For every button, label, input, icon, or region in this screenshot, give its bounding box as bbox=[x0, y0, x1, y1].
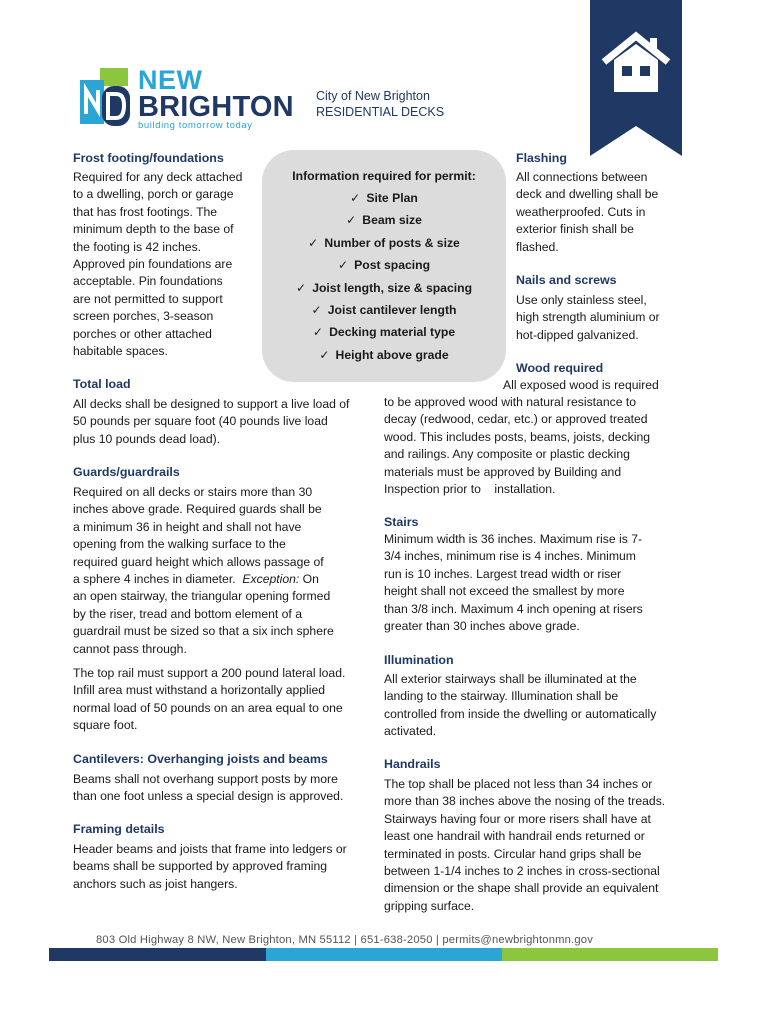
exception-label: Exception: bbox=[242, 572, 300, 587]
total-load-heading: Total load bbox=[73, 377, 131, 391]
permit-item-cantilever: ✓ Joist cantilever length bbox=[311, 303, 457, 317]
permit-item-height: ✓ Height above grade bbox=[319, 348, 449, 362]
permit-item-beam-size: ✓ Beam size bbox=[346, 213, 422, 227]
total-load-body: All decks shall be designed to support a live load of 50 pounds per square foot (40 pounds live load plus 10 pounds dead load). bbox=[73, 397, 350, 446]
guards-body: Required on all decks or stairs more than 30 inches above grade. Required guards shall be a minimum 36 in height and shall not have opening from the walking surface to the required guard height which allows passage of a sphere 4 inches in diameter. Exception: On an open stairway, the triangular opening formed by the riser, tread and bottom element of a guardrail must be sized so that a six inch sphere cannot pass through. bbox=[73, 485, 334, 656]
page-title: RESIDENTIAL DECKS bbox=[316, 105, 445, 119]
framing-body: Header beams and joists that frame into ledgers or beams shall be supported by approved framing anchors such as joist hangers. bbox=[73, 842, 347, 891]
footer-contact: 803 Old Highway 8 NW, New Brighton, MN 55112 | 651-638-2050 | permits@newbrightonmn.gov bbox=[96, 934, 594, 946]
frost-body: Required for any deck attached to a dwelling, porch or garage that has frost footings. The minimum depth to the base of the footing is 42 inches. Approved pin foundations are acceptable. Pin foundations are not permitted to support screen porches, 3-season porches or other attached habitable spaces. bbox=[73, 170, 243, 359]
logo-brighton-text: BRIGHTON bbox=[138, 91, 294, 123]
permit-item-joist: ✓ Joist length, size & spacing bbox=[295, 281, 473, 295]
flashing-body: All connections between deck and dwelling shall be weatherproofed. Cuts in exterior finish shall be flashed. bbox=[516, 170, 659, 254]
permit-item-post-spacing: ✓ Post spacing bbox=[337, 258, 431, 272]
permit-item-decking: ✓ Decking material type bbox=[312, 325, 456, 339]
check-icon: ✓ bbox=[346, 213, 357, 227]
check-icon: ✓ bbox=[295, 281, 307, 295]
illumination-heading: Illumination bbox=[384, 653, 454, 667]
wood-heading: Wood required bbox=[516, 361, 604, 375]
check-icon: ✓ bbox=[350, 191, 361, 205]
nails-heading: Nails and screws bbox=[516, 273, 617, 287]
house-icon bbox=[600, 30, 672, 94]
frost-heading: Frost footing/foundations bbox=[73, 151, 224, 165]
logo-tagline: building tomorrow today bbox=[138, 120, 253, 131]
footer-bar-green bbox=[502, 948, 718, 961]
stairs-body: Minimum width is 36 inches. Maximum rise is 7- 3/4 inches, minimum rise is 4 inches. Minimum run is 10 inches. Largest tread width or riser height shall not exceed the smallest by more than 3/8 inch. Maximum 4 inch opening at risers greater than 30 inches above grade. bbox=[384, 532, 643, 634]
cantilevers-body: Beams shall not overhang support posts by more than one foot unless a special design is approved. bbox=[73, 772, 344, 804]
page-header bbox=[316, 88, 444, 120]
footer-bar-blue bbox=[266, 948, 502, 961]
header-ribbon bbox=[590, 0, 682, 156]
handrails-body: The top shall be placed not less than 34 inches or more than 38 inches above the nosing of the treads. Stairways having four or more risers shall have at least one handrail with handrail ends returned or terminated in posts. Circular hand grips shall be between 1-1/4 inches to 2 inches in cross-sectional dimension or the shape shall provide an equivalent gripping surface. bbox=[384, 777, 666, 913]
logo-new-text: NEW bbox=[138, 65, 203, 95]
permit-item-site-plan: ✓ Site Plan bbox=[350, 191, 418, 205]
wood-body: to be approved wood with natural resistance to decay (redwood, cedar, etc.) or approved treated wood. This includes posts, beams, joists, decking and railings. Any composite or plastic decking materials must be approved by Building and Inspection prior to installation. bbox=[384, 395, 651, 497]
nb-monogram-icon bbox=[80, 68, 132, 130]
permit-info-box bbox=[262, 150, 506, 382]
check-icon: ✓ bbox=[312, 325, 324, 339]
permit-info-title: Information required for permit: bbox=[292, 169, 476, 183]
new-brighton-logo bbox=[80, 65, 294, 132]
city-name: City of New Brighton bbox=[316, 89, 430, 103]
check-icon: ✓ bbox=[337, 258, 349, 272]
framing-heading: Framing details bbox=[73, 822, 165, 836]
guards-heading: Guards/guardrails bbox=[73, 465, 180, 479]
cantilevers-heading: Cantilevers: Overhanging joists and beams bbox=[73, 752, 328, 766]
permit-item-posts: ✓ Number of posts & size bbox=[308, 236, 460, 250]
illumination-body: All exterior stairways shall be illuminated at the landing to the stairway. Illumination shall be controlled from inside the dwelling or automatically activated. bbox=[384, 672, 657, 739]
stairs-heading: Stairs bbox=[384, 515, 419, 529]
handrails-heading: Handrails bbox=[384, 757, 441, 771]
check-icon: ✓ bbox=[311, 303, 322, 317]
footer-bar-navy bbox=[49, 948, 266, 961]
check-icon: ✓ bbox=[308, 236, 319, 250]
flashing-heading: Flashing bbox=[516, 151, 567, 165]
check-icon: ✓ bbox=[319, 348, 330, 362]
nails-body: Use only stainless steel, high strength aluminium or hot-dipped galvanized. bbox=[516, 293, 660, 342]
guards-body-2: The top rail must support a 200 pound lateral load. Infill area must withstand a horizontally applied normal load of 50 pounds on an area equal to one square foot. bbox=[73, 666, 346, 733]
wood-first-line: All exposed wood is required bbox=[503, 378, 659, 392]
